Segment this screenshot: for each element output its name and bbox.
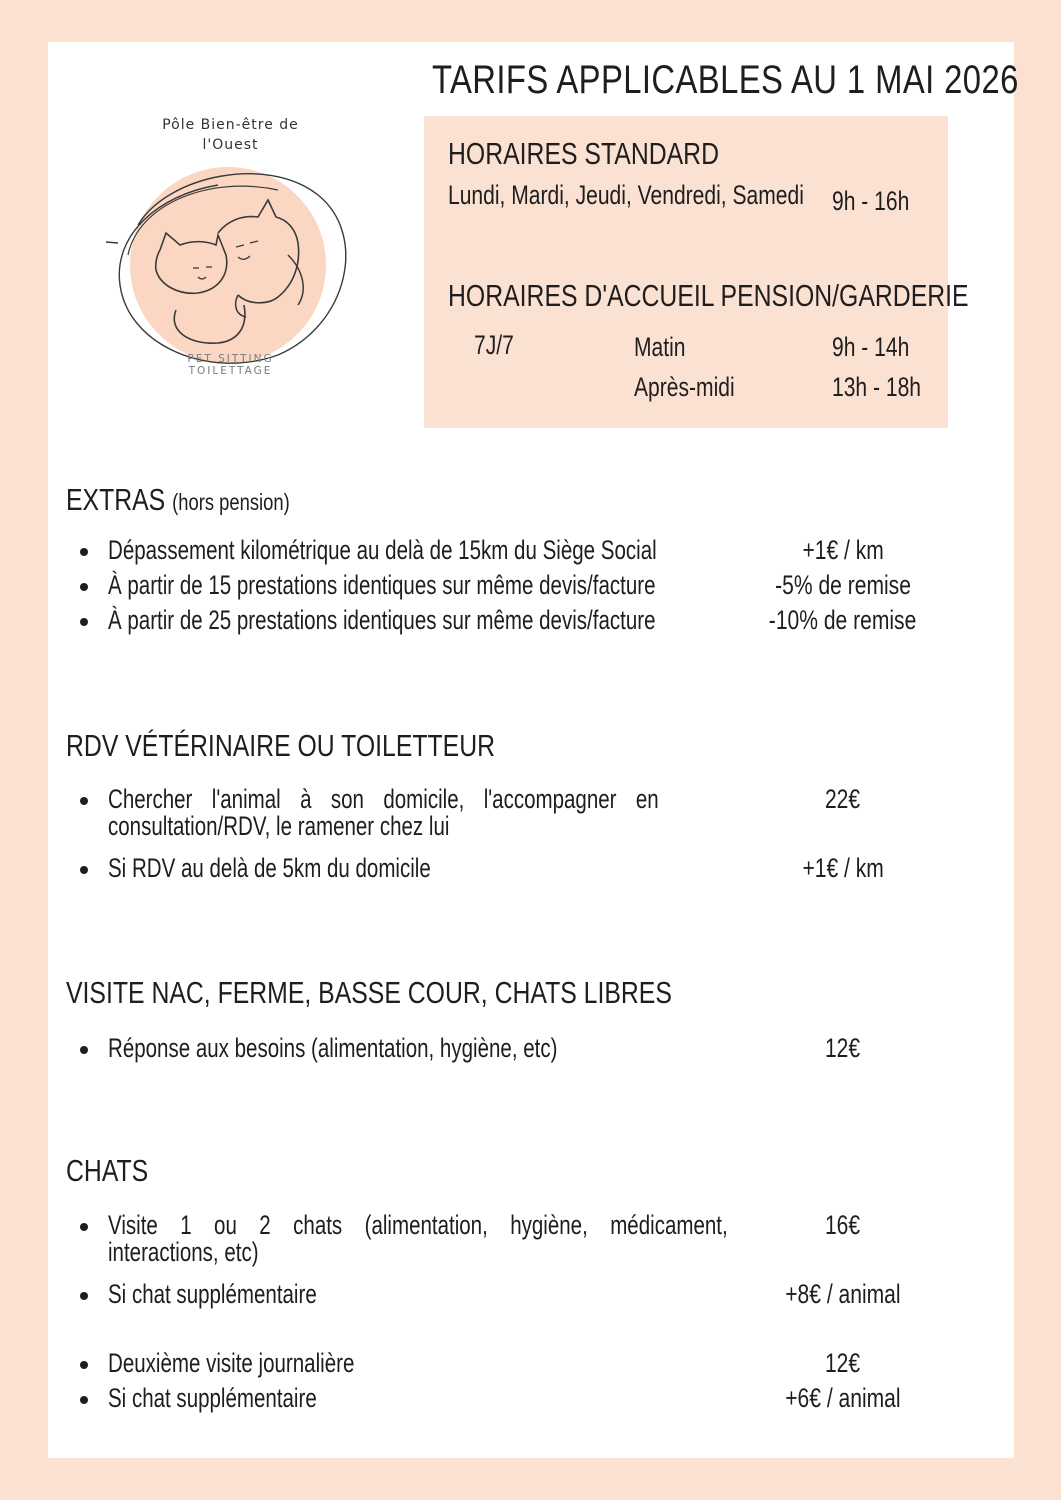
logo-subtitle: PET SITTING TOILETTAGE — [187, 353, 274, 377]
afternoon-label: Après-midi — [634, 372, 735, 402]
list-item: Chercher l'animal à son domicile, l'accompagner en consultation/RDV, le ramener chez lui — [108, 784, 659, 841]
list-item: Dépassement kilométrique au delà de 15km du Siège Social — [108, 535, 657, 565]
bullet — [80, 866, 88, 874]
bullet — [80, 618, 88, 626]
list-item: À partir de 25 prestations identiques sur même devis/facture — [108, 605, 656, 635]
list-item: Si chat supplémentaire — [108, 1279, 317, 1309]
chats-section-title: CHATS — [66, 1153, 149, 1188]
page-title: TARIFS APPLICABLES AU 1 MAI 2026 — [432, 58, 1019, 102]
list-item: Réponse aux besoins (alimentation, hygiène, etc) — [108, 1033, 558, 1063]
bullet — [80, 1361, 88, 1369]
item-price: 16€ — [825, 1210, 861, 1240]
bullet — [80, 797, 88, 805]
hours-box — [424, 116, 969, 428]
item-price: 22€ — [825, 784, 861, 814]
bullet — [80, 548, 88, 556]
logo — [98, 105, 358, 385]
item-price: 12€ — [825, 1033, 861, 1063]
item-price: +1€ / km — [802, 535, 884, 565]
item-price: -5% de remise — [775, 570, 911, 600]
standard-days: Lundi, Mardi, Jeudi, Vendredi, Samedi — [448, 180, 804, 210]
list-item: À partir de 15 prestations identiques sur même devis/facture — [108, 570, 656, 600]
rdv-section-title: RDV VÉTÉRINAIRE OU TOILETTEUR — [66, 728, 496, 763]
cats-logo-icon — [98, 105, 363, 385]
item-price: +6€ / animal — [785, 1383, 901, 1413]
bullet — [80, 583, 88, 591]
logo-name: Pôle Bien-être de l'Ouest — [162, 117, 299, 153]
list-item: Si RDV au delà de 5km du domicile — [108, 853, 431, 883]
item-price: 12€ — [825, 1348, 861, 1378]
list-item: Si chat supplémentaire — [108, 1383, 317, 1413]
bullet — [80, 1292, 88, 1300]
list-item: Deuxième visite journalière — [108, 1348, 355, 1378]
item-price: +8€ / animal — [785, 1279, 901, 1309]
afternoon-time: 13h - 18h — [832, 372, 921, 402]
bullet — [80, 1223, 88, 1231]
list-item: Visite 1 ou 2 chats (alimentation, hygiène, médicament, interactions, etc) — [108, 1210, 728, 1267]
item-price: +1€ / km — [802, 853, 884, 883]
morning-time: 9h - 14h — [832, 332, 910, 362]
morning-label: Matin — [634, 332, 686, 362]
item-price: -10% de remise — [769, 605, 917, 635]
extras-section-title: EXTRAS (hors pension) — [66, 482, 290, 517]
bullet — [80, 1396, 88, 1404]
nac-section-title: VISITE NAC, FERME, BASSE COUR, CHATS LIBRES — [66, 975, 672, 1010]
bullet — [80, 1046, 88, 1054]
pension-days: 7J/7 — [474, 330, 514, 360]
standard-time: 9h - 16h — [832, 186, 910, 216]
pension-hours-title: HORAIRES D'ACCUEIL PENSION/GARDERIE — [448, 278, 969, 313]
standard-hours-title: HORAIRES STANDARD — [448, 136, 719, 171]
